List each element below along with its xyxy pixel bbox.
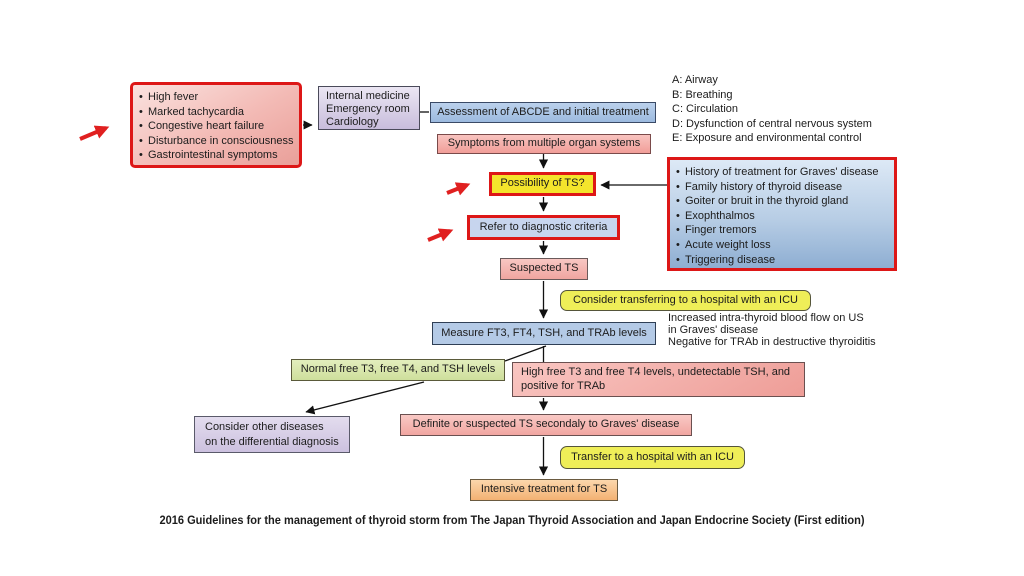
normal-levels-box: Normal free T3, free T4, and TSH levels xyxy=(291,359,505,381)
list-item: • Triggering disease xyxy=(675,253,889,268)
transfer-icu-box: Transfer to a hospital with an ICU xyxy=(560,446,745,469)
abcde-legend-note xyxy=(672,73,942,146)
list-item: • Goiter or bruit in the thyroid gland xyxy=(675,194,889,209)
connector-normal-to-other xyxy=(306,382,424,412)
list-item: in Graves' disease xyxy=(668,324,759,336)
connector-measure-to-normal xyxy=(505,346,546,361)
ultrasound-note xyxy=(668,312,978,348)
list-item: • High fever xyxy=(138,90,294,105)
list-item: Increased intra-thyroid blood flow on US xyxy=(668,312,864,324)
list-item: E: Exposure and environmental control xyxy=(672,132,862,145)
list-item: Emergency room xyxy=(326,103,410,115)
list-item: A: Airway xyxy=(672,74,718,86)
intensive-treatment-box: Intensive treatment for TS xyxy=(470,479,618,501)
definite-ts-box: Definite or suspected TS secondaly to Graves' disease xyxy=(400,414,692,436)
consider-icu-transfer-box: Consider transferring to a hospital with an ICU xyxy=(560,290,811,311)
list-item: B: Breathing xyxy=(672,88,733,101)
list-item: Cardiology xyxy=(326,116,379,128)
list-item: • Exophthalmos xyxy=(675,209,889,224)
list-item: Internal medicine xyxy=(326,90,410,102)
list-item: Consider other diseases xyxy=(205,421,324,433)
red-arrow-icon xyxy=(80,128,106,139)
list-item: • Gastrointestinal symptoms xyxy=(138,148,294,163)
list-item: • Family history of thyroid disease xyxy=(675,180,889,195)
high-levels-box: High free T3 and free T4 levels, undetectable TSH, and positive for TRAb xyxy=(512,362,805,397)
list-item: • History of treatment for Graves' disease xyxy=(675,165,889,180)
red-arrow-icon xyxy=(447,185,467,193)
measure-hormone-levels-box: Measure FT3, FT4, TSH, and TRAb levels xyxy=(432,322,656,345)
graves-history-box xyxy=(667,157,897,271)
list-item: on the differential diagnosis xyxy=(205,435,339,448)
suspected-ts-box: Suspected TS xyxy=(500,258,588,280)
refer-diagnostic-criteria-box: Refer to diagnostic criteria xyxy=(467,215,620,240)
list-item: • Finger tremors xyxy=(675,223,889,238)
list-item: C: Circulation xyxy=(672,103,739,116)
list-item: • Congestive heart failure xyxy=(138,119,294,134)
presenting-symptoms-box xyxy=(130,82,302,168)
assessment-abcde-box: Assessment of ABCDE and initial treatment xyxy=(430,102,656,123)
other-diseases-box xyxy=(194,416,350,453)
list-item: • Acute weight loss xyxy=(675,238,889,253)
possibility-of-ts-box: Possibility of TS? xyxy=(489,172,596,196)
departments-box xyxy=(318,86,420,130)
list-item: • Marked tachycardia xyxy=(138,105,294,120)
list-item: • Disturbance in consciousness xyxy=(138,134,294,149)
list-item: D: Dysfunction of central nervous system xyxy=(672,117,872,130)
list-item: Negative for TRAb in destructive thyroiditis xyxy=(668,336,876,348)
multi-organ-symptoms-box: Symptoms from multiple organ systems xyxy=(437,134,651,154)
figure-caption: 2016 Guidelines for the management of thyroid storm from The Japan Thyroid Association and Japan Endocrine Society (First edition) xyxy=(159,513,865,527)
red-arrow-icon xyxy=(428,231,450,240)
